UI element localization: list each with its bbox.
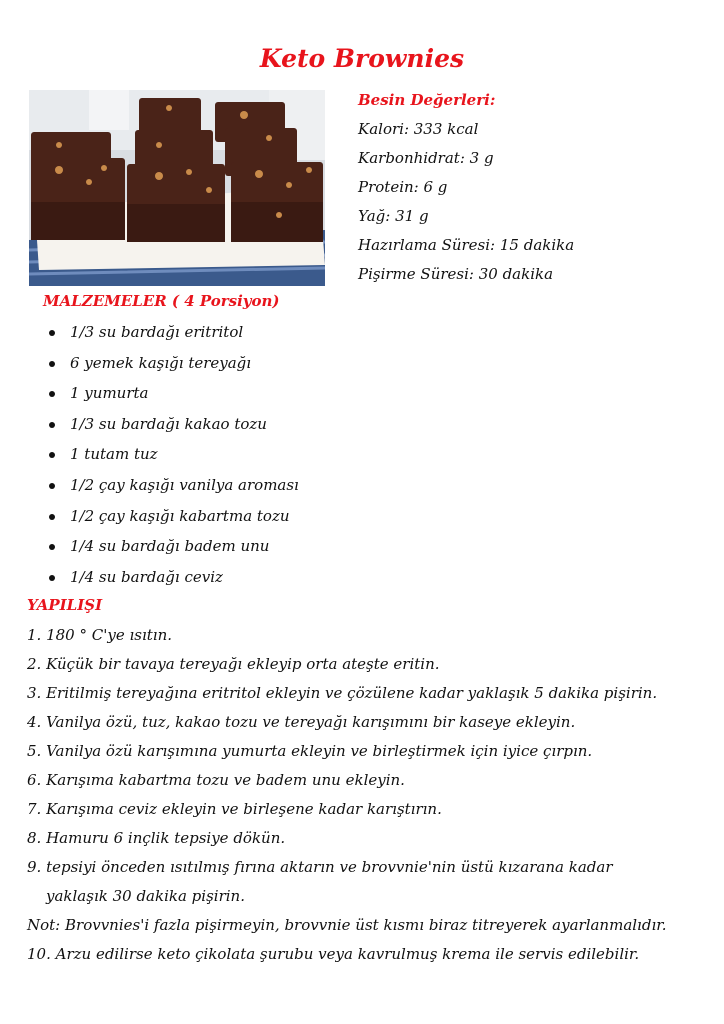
nutrition-item: Kalori: 333 kcal [358, 120, 479, 138]
list-item: 1/3 su bardağı kakao tozu [47, 414, 299, 445]
direction-step: 9. tepsiyi önceden ısıtılmış fırına aktarın ve brovvnie'nin üstü kızarana kadar [27, 858, 613, 876]
nutrition-heading: Besin Değerleri: [358, 91, 496, 109]
direction-step: 1. 180 ° C'ye ısıtın. [27, 626, 173, 644]
brownies-photo [29, 90, 325, 286]
nutrition-item: Pişirme Süresi: 30 dakika [358, 265, 554, 283]
direction-step: 4. Vanilya özü, tuz, kakao tozu ve tereyağı karışımını bir kaseye ekleyin. [27, 713, 576, 731]
nutrition-item: Karbonhidrat: 3 g [358, 149, 494, 167]
nutrition-facts [358, 90, 574, 293]
direction-step: 3. Eritilmiş tereyağına eritritol ekleyin ve çözülene kadar yaklaşık 5 dakika pişirin. [27, 684, 658, 702]
direction-step: 5. Vanilya özü karışımına yumurta ekleyin ve birleştirmek için iyice çırpın. [27, 742, 593, 760]
nutrition-item: Yağ: 31 g [358, 207, 429, 225]
direction-note: Not: Brovvnies'i fazla pişirmeyin, brovvnie üst kısmı biraz titreyerek ayarlanmalıdır. [27, 916, 667, 934]
ingredients-heading: MALZEMELER ( 4 Porsiyon) [43, 292, 280, 310]
list-item: 1/2 çay kaşığı kabartma tozu [47, 506, 299, 537]
direction-step: 10. Arzu edilirse keto çikolata şurubu veya kavrulmuş krema ile servis edilebilir. [27, 945, 640, 963]
direction-step: 8. Hamuru 6 inçlik tepsiye dökün. [27, 829, 286, 847]
list-item: 6 yemek kaşığı tereyağı [47, 353, 299, 384]
direction-step-continuation: yaklaşık 30 dakika pişirin. [46, 887, 245, 905]
list-item: 1/4 su bardağı ceviz [47, 567, 299, 598]
list-item: 1/2 çay kaşığı vanilya aroması [47, 475, 299, 506]
direction-step: 7. Karışıma ceviz ekleyin ve birleşene kadar karıştırın. [27, 800, 442, 818]
list-item: 1/3 su bardağı eritritol [47, 322, 299, 353]
list-item: 1/4 su bardağı badem unu [47, 536, 299, 567]
directions-heading: YAPILIŞI [27, 596, 103, 614]
directions-list [27, 625, 707, 973]
nutrition-item: Protein: 6 g [358, 178, 448, 196]
list-item: 1 tutam tuz [47, 444, 299, 475]
nutrition-item: Hazırlama Süresi: 15 dakika [358, 236, 575, 254]
list-item: 1 yumurta [47, 383, 299, 414]
recipe-title: Keto Brownies [259, 44, 465, 73]
direction-step: 6. Karışıma kabartma tozu ve badem unu ekleyin. [27, 771, 405, 789]
ingredients-list [47, 322, 299, 597]
direction-step: 2. Küçük bir tavaya tereyağı ekleyip orta ateşte eritin. [27, 655, 440, 673]
